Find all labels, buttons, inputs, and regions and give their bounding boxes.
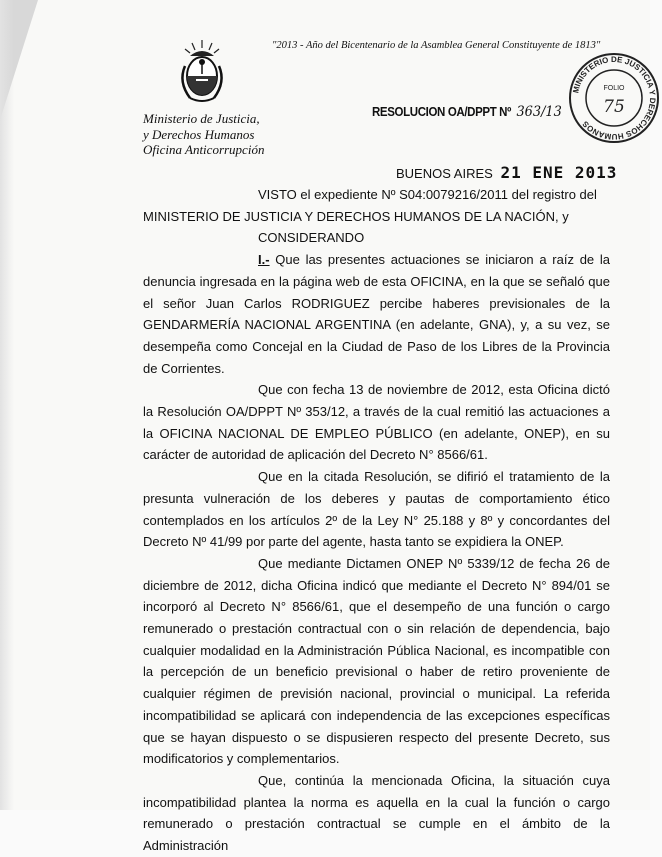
scan-edge [0, 0, 14, 810]
ministry-line: y Derechos Humanos [143, 126, 255, 142]
resolution-body [143, 184, 610, 857]
resolution-number-line [372, 104, 562, 120]
paragraph: Que mediante Dictamen ONEP Nº 5339/12 de fecha 26 de diciembre de 2012, dicha Oficina indicó que mediante el Decreto N° 894/01 se incorporó al Decreto N° 8566/61, que el desempeño de una función o cargo remunerado o prestación contractual con o sin relación de dependencia, bajo cualquier modalidad en la Administración Pública Nacional, es incompatible con la percepción de un beneficio previsional o haber de retiro proveniente de cualquier régimen de previsión nacional, provincial o municipal. La referida incompatibilidad se aplicará con independencia de las excepciones específicas que se hayan dispuesto o se dispusieren respecto del presente Decreto, sus modificatorios y complementarios. [143, 555, 610, 767]
section-mark: I.- [258, 252, 270, 268]
ministry-line: Ministerio de Justicia, [143, 111, 260, 126]
paragraph: Que, continúa la mencionada Oficina, la situación cuya incompatibilidad plantea la norma es aquella en la cual la función o cargo remunerado o prestación contractual se cumple en el ámbito de la Administración [143, 772, 610, 854]
year-motto: "2013 - Año del Bicentenario de la Asamblea General Constituyente de 1813" [272, 40, 601, 51]
stamp-folio-label: FOLIO [603, 85, 625, 92]
stamp-ring-text: MINISTERIO DE JUSTICIA Y DERECHOS HUMANOS [571, 54, 658, 142]
stamp-folio-number: 75 [603, 97, 625, 117]
date-stamp: 21 ENE 2013 [500, 163, 618, 182]
visto-line: MINISTERIO DE JUSTICIA Y DERECHOS HUMANOS DE LA NACIÓN, y [143, 208, 569, 224]
paragraph [143, 249, 610, 379]
visto-line: VISTO el expediente Nº S04:0079216/2011 del registro del [258, 187, 597, 202]
paragraph: Que con fecha 13 de noviembre de 2012, esta Oficina dictó la Resolución OA/DPPT Nº 353/12, a través de la cual remitió las actuaciones a la OFICINA NACIONAL DE EMPLEO PÚBLICO (en adelante, ONEP), en su carácter de autoridad de aplicación del Decreto N° 8566/61. [143, 382, 610, 463]
paragraph: Que en la citada Resolución, se difirió el tratamiento de la presunta vulneración de los deberes y pautas de comportamiento ético contemplados en los artículos 2º de la Ley N° 25.188 y 8º y concordantes del Decreto Nº 41/99 por parte del agente, hasta tanto se expidiera la ONEP. [143, 469, 610, 550]
place: BUENOS AIRES [396, 166, 493, 181]
considerando-heading: CONSIDERANDO [258, 230, 365, 246]
office-line: Oficina Anticorrupción [143, 142, 265, 157]
place-and-date [396, 163, 617, 182]
resolution-label: RESOLUCION OA/DPPT Nº [372, 105, 511, 119]
folio-stamp [566, 50, 662, 146]
resolution-number: 363/13 [516, 104, 562, 120]
ministry-heading [143, 111, 264, 158]
national-coat-of-arms-icon [172, 38, 232, 108]
paragraph-text: Que las presentes actuaciones se iniciaron a raíz de la denuncia ingresada en la página web de esta OFICINA, en la que se señaló que el señor Juan Carlos RODRIGUEZ percibe haberes previsionales de la GENDARMERÍA NACIONAL ARGENTINA (en adelante, GNA), y, a su vez, se desempeña como Concejal en la Ciudad de Paso de los Libres de la Provincia de Corrientes. [143, 252, 610, 376]
